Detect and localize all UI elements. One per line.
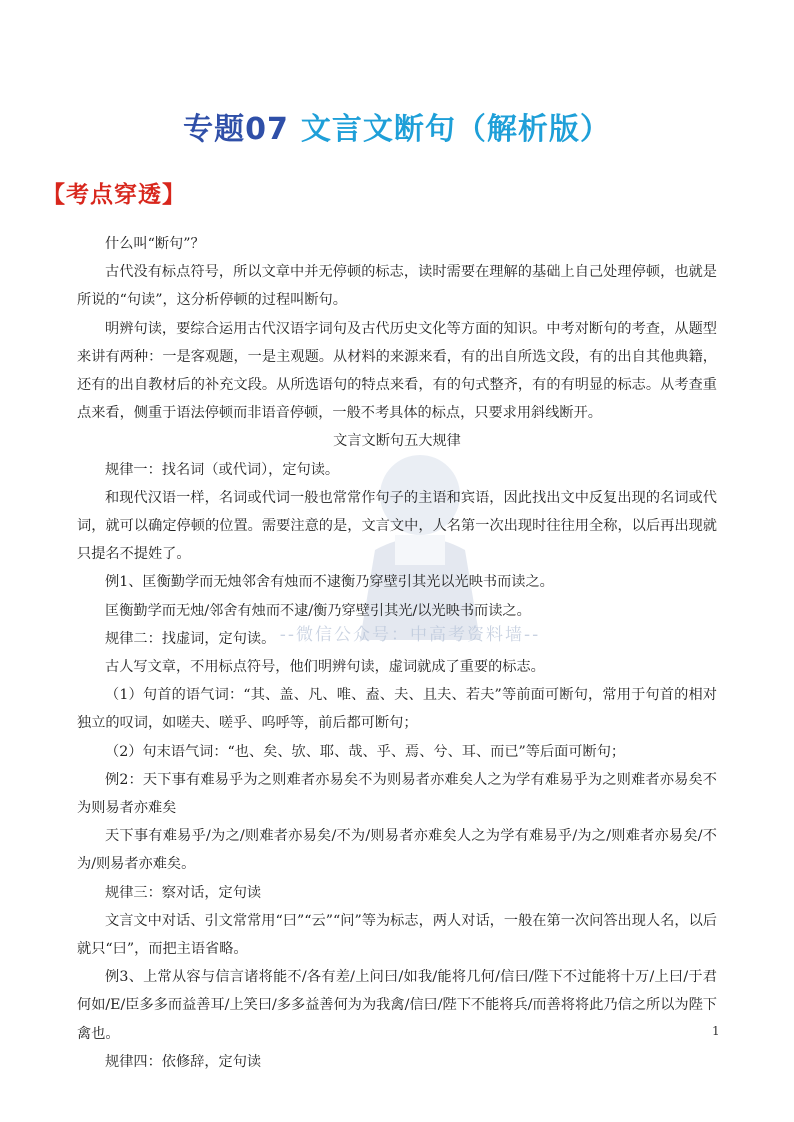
- example: 例1、匡衡勤学而无烛邻舍有烛而不逮衡乃穿壁引其光以光映书而读之。: [105, 574, 554, 591]
- rule-heading: 规律二：找虚词，定句读。: [105, 630, 276, 647]
- paragraph: （2）句末语气词：“也、矣、欤、耶、哉、乎、焉、兮、耳、而已”等后面可断句；: [105, 743, 626, 760]
- paragraph: （1）句首的语气词：“其、盖、凡、唯、盍、夫、且夫、若夫”等前面可断句，常用于句首的相对独立的叹词，如嗟夫、嗟乎、呜呼等，前后都可断句；: [77, 687, 717, 732]
- title-part-topic: 专题07: [183, 112, 289, 147]
- example: 例2：天下事有难易乎为之则难者亦易矣不为则易者亦难矣人之为学有难易乎为之则难者亦易矣不为则易者亦难矣: [77, 771, 717, 817]
- paragraph: 文言文中对话、引文常常用“曰”“云”“问”等为标志，两人对话，一般在第一次问答出现人名，以后就只“曰”，而把主语省略。: [77, 912, 717, 958]
- paragraph: 明辨句读，要综合运用古代汉语字词句及古代历史文化等方面的知识。中考对断句的考查，从题型来讲有两种：一是客观题，一是主观题。从材料的来源来看，有的出自所选文段，有的出自其他典籍，还有的出自教材后的补充文段。从所选语句的特点来看，有的句式整齐，有的有明显的标志。从考查重点来看，侧重于语法停顿而非语音停顿，一般不考具体的标点，只要求用斜线断开。: [77, 320, 717, 422]
- example: 例3、上常从容与信言诸将能不/各有差/上问曰/如我/能将几何/信曰/陛下不过能将十万/上曰/于君何如/E/臣多多而益善耳/上笑曰/多多益善何为为我禽/信曰/陛下不能将兵/而善将将此乃信之所以为陛下禽也。: [77, 969, 717, 1042]
- rule-heading: 规律四：依修辞，定句读: [105, 1053, 262, 1070]
- watermark-text: --微信公众号：中高考资料墙--: [279, 625, 541, 645]
- example-answer: 天下事有难易乎/为之/则难者亦易矣/不为/则易者亦难矣人之为学有难易乎/为之/则难者亦易矣/不为/则易者亦难矣。: [77, 828, 717, 873]
- paragraph: 古人写文章，不用标点符号，他们明辨句读，虚词就成了重要的标志。: [105, 659, 545, 676]
- rule-heading: 规律一：找名词（或代词），定句读。: [105, 461, 340, 478]
- rule-heading: 规律三：察对话，定句读: [105, 884, 262, 901]
- title-part-subject: 文言文断句（解析版）: [300, 112, 611, 147]
- paragraph: 古代没有标点符号，所以文章中并无停顿的标志，读时需要在理解的基础上自己处理停顿，也就是所说的“句读”，这分析停顿的过程叫断句。: [77, 264, 717, 309]
- subsection-heading: 文言文断句五大规律: [333, 433, 461, 450]
- example-answer: 匡衡勤学而无烛/邻舍有烛而不逮/衡乃穿壁引其光/以光映书而读之。: [105, 602, 531, 619]
- article-body: [77, 230, 717, 1076]
- page-title: [0, 104, 794, 148]
- page-number: 1: [712, 1024, 720, 1038]
- paragraph: 和现代汉语一样，名词或代词一般也常常作句子的主语和宾语，因此找出文中反复出现的名词或代词，就可以确定停顿的位置。需要注意的是，文言文中，人名第一次出现时往往用全称，以后再出现就只提名不提姓了。: [77, 489, 717, 563]
- section-heading: 【考点穿透】: [42, 182, 186, 208]
- paragraph: 什么叫“断句”？: [105, 236, 205, 252]
